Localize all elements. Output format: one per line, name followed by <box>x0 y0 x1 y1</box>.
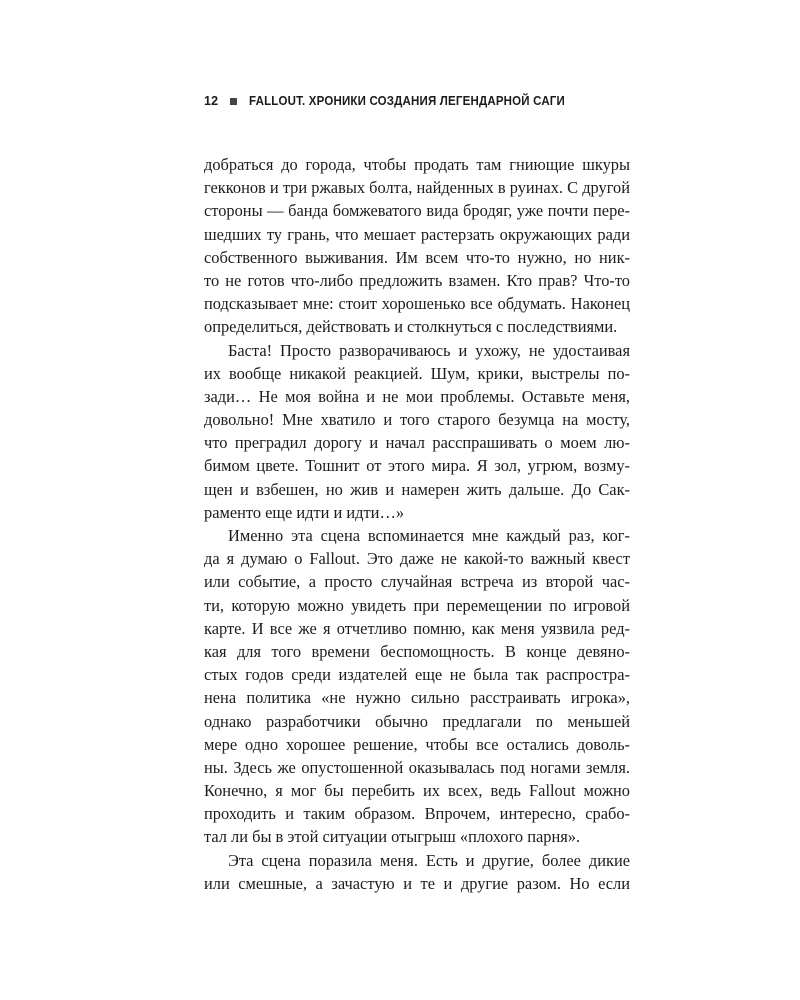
text-line: или смешные, а зачастую и те и другие разом. Но если <box>204 873 630 893</box>
text-line: шедших ту грань, что мешает растерзать окружающих ради <box>204 224 630 244</box>
text-line: Конечно, я мог бы перебить их всех, ведь Fallout можно <box>204 781 630 801</box>
text-line: ны. Здесь же опустошенной оказывалась под ногами земля. <box>204 757 630 777</box>
text-line: кая для того времени беспомощность. В конце девяно- <box>204 641 630 661</box>
text-line: собственного выживания. Им всем что-то нужно, но ник- <box>204 247 630 267</box>
text-line: или событие, а просто случайная встреча из второй час- <box>204 572 630 592</box>
text-line: подсказывает мне: стоит хорошенько все обдумать. Наконец <box>204 294 630 314</box>
text-line: тал ли бы в этой ситуации отыгрыш «плохого парня». <box>204 827 581 847</box>
text-line: бимом цвете. Тошнит от этого мира. Я зол, угрюм, возму- <box>204 456 630 476</box>
text-line: раменто еще идти и идти…» <box>204 502 405 522</box>
text-line: Эта сцена поразила меня. Есть и другие, более дикие <box>228 850 630 870</box>
text-line: щен и взбешен, но жив и намерен жить дальше. До Сак- <box>204 479 630 499</box>
text-line: добраться до города, чтобы продать там гниющие шкуры <box>204 155 630 174</box>
book-title: FALLOUT. ХРОНИКИ СОЗДАНИЯ ЛЕГЕНДАРНОЙ САГИ <box>249 94 566 108</box>
text-line: да я думаю о Fallout. Это даже не какой-то важный квест <box>204 549 630 569</box>
text-line: довольно! Мне хватило и того старого безумца на мосту, <box>204 410 630 430</box>
text-line: их вообще никакой реакцией. Шум, крики, выстрелы по- <box>204 363 630 383</box>
square-bullet-icon <box>230 98 237 105</box>
text-line: Именно эта сцена вспоминается мне каждый раз, ког- <box>228 526 630 545</box>
text-line: стороны — банда бомжеватого вида бродяг, уже почти пере- <box>204 201 630 221</box>
text-line: карте. И все же я отчетливо помню, как меня уязвила ред- <box>204 618 630 638</box>
text-line: мере одно хорошее решение, чтобы все остались доволь- <box>204 734 630 754</box>
text-line: определиться, действовать и столкнуться с последствиями. <box>204 317 618 337</box>
text-line: что преградил дорогу и начал расспрашивать о моем лю- <box>204 433 630 453</box>
text-line: проходить и таким образом. Впрочем, интересно, срабо- <box>204 804 630 824</box>
text-line: то не готов что-либо предложить взамен. Кто прав? Что-то <box>204 270 630 290</box>
text-line: Баста! Просто разворачиваюсь и ухожу, не удостаивая <box>228 340 630 360</box>
text-line: однако разработчики обычно предлагали по меньшей <box>204 711 630 731</box>
text-line: стых годов среди издателей еще не была так распростра- <box>204 665 630 685</box>
text-line: гекконов и три ржавых болта, найденных в руинах. С другой <box>204 178 630 198</box>
text-line: зади… Не моя война и не мои проблемы. Оставьте меня, <box>204 386 630 406</box>
text-line: нена политика «не нужно сильно расстраивать игрока», <box>204 688 630 708</box>
text-line: ти, которую можно увидеть при перемещении по игровой <box>204 595 630 615</box>
body-text <box>204 153 630 895</box>
page-number: 12 <box>204 94 219 108</box>
running-head <box>204 92 593 110</box>
